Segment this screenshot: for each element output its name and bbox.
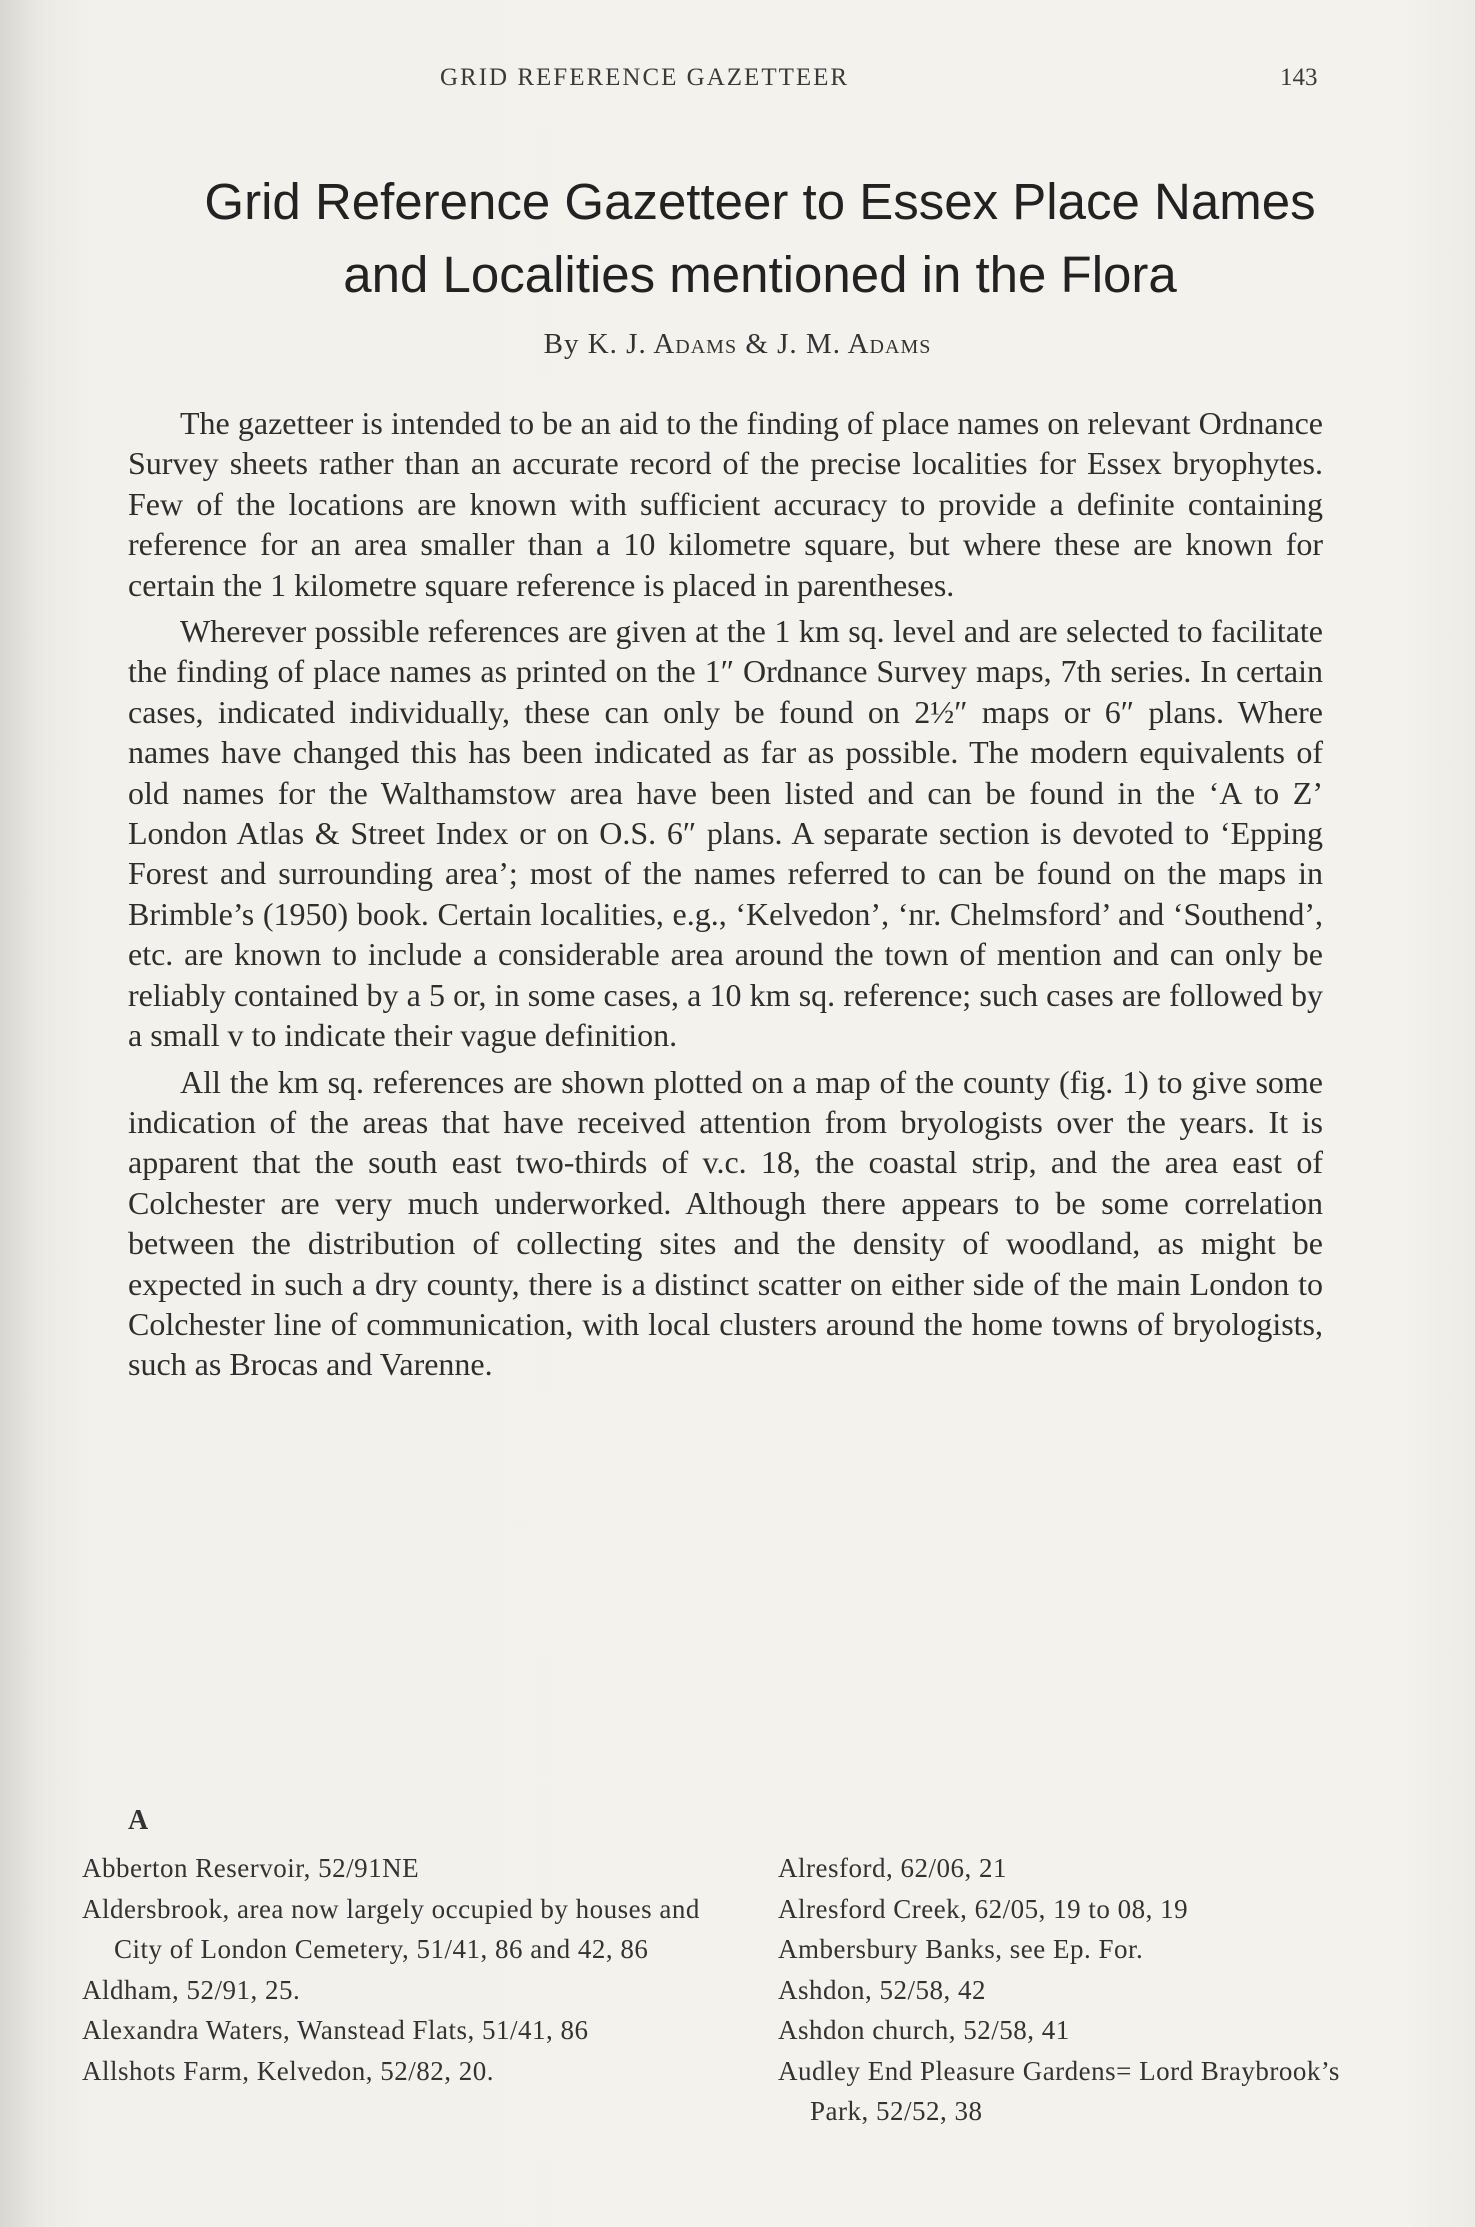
page-number: 143 bbox=[1280, 64, 1318, 91]
gazetteer-right-column bbox=[778, 1848, 1398, 2132]
intro-paragraph: All the km sq. references are shown plotted on a map of the county (fig. 1) to give some indication of the areas that have received attention from bryologists over the years. It is apparent that the south east two-thirds of v.c. 18, the coastal strip, and the area east of Colchester are very much underworked. Although there appears to be some correlation between the distribution of collecting sites and the density of woodland, as might be expected in such a dry county, there is a distinct scatter on either side of the main London to Colchester line of communication, with local clusters around the home towns of bryologists, such as Brocas and Varenne. bbox=[128, 1063, 1323, 1383]
title-line-1: Grid Reference Gazetteer to Essex Place Names bbox=[204, 173, 1316, 230]
title-line-2: and Localities mentioned in the Flora bbox=[343, 246, 1177, 303]
gazetteer-entry: Aldersbrook, area now largely occupied by houses and City of London Cemetery, 51/41, 86 and 42, 86 bbox=[82, 1893, 700, 1964]
gazetteer-entry: Audley End Pleasure Gardens= Lord Braybrook’s Park, 52/52, 38 bbox=[778, 2055, 1340, 2126]
byline-authors: K. J. Adams & J. M. Adams bbox=[587, 328, 932, 360]
byline bbox=[0, 328, 1475, 361]
gazetteer-entry: Allshots Farm, Kelvedon, 52/82, 20. bbox=[82, 2055, 494, 2086]
introduction bbox=[128, 403, 1323, 1391]
section-letter: A bbox=[128, 1805, 149, 1836]
intro-paragraph: The gazetteer is intended to be an aid to the finding of place names on relevant Ordnance Survey sheets rather than an accurate record of the precise localities for Essex bryophytes. Few of the locations are known with sufficient accuracy to provide a definite containing reference for an area smaller than a 10 kilometre square, but where these are known for certain the 1 kilometre square reference is placed in parentheses. bbox=[128, 405, 1323, 603]
gazetteer-entry: Aldham, 52/91, 25. bbox=[82, 1974, 301, 2005]
gazetteer-entry: Ashdon church, 52/58, 41 bbox=[778, 2015, 1070, 2045]
gazetteer-entry: Abberton Reservoir, 52/91NE bbox=[82, 1853, 420, 1883]
gazetteer-left-column bbox=[82, 1848, 702, 2091]
running-head: GRID REFERENCE GAZETTEER bbox=[440, 64, 850, 91]
byline-prefix: By bbox=[543, 328, 580, 360]
gazetteer-entry: Alresford, 62/06, 21 bbox=[778, 1853, 1007, 1883]
article-title bbox=[100, 165, 1420, 311]
gazetteer-entry: Ashdon, 52/58, 42 bbox=[778, 1974, 987, 2005]
intro-paragraph: Wherever possible references are given at the 1 km sq. level and are selected to facilitate the finding of place names as printed on the 1″ Ordnance Survey maps, 7th series. In certain cases, indicated individually, these can only be found on 2½″ maps or 6″ plans. Where names have changed this has been indicated as far as possible. The modern equivalents of old names for the Walthamstow area have been listed and can be found in the ‘A to Z’ London Atlas & Street Index or on O.S. 6″ plans. A separate section is devoted to ‘Epping Forest and surrounding area’; most of the names referred to can be found on the maps in Brimble’s (1950) book. Certain localities, e.g., ‘Kelvedon’, ‘nr. Chelmsford’ and ‘Southend’, etc. are known to include a considerable area around the town of mention and can only be reliably contained by a 5 or, in some cases, a 10 km sq. reference; such cases are followed by a small v to indicate their vague definition. bbox=[128, 613, 1323, 1054]
gazetteer-entry: Ambersbury Banks, see Ep. For. bbox=[778, 1934, 1144, 1964]
gazetteer-entry: Alexandra Waters, Wanstead Flats, 51/41, 86 bbox=[82, 2015, 589, 2045]
gazetteer-entry: Alresford Creek, 62/05, 19 to 08, 19 bbox=[778, 1893, 1189, 1924]
